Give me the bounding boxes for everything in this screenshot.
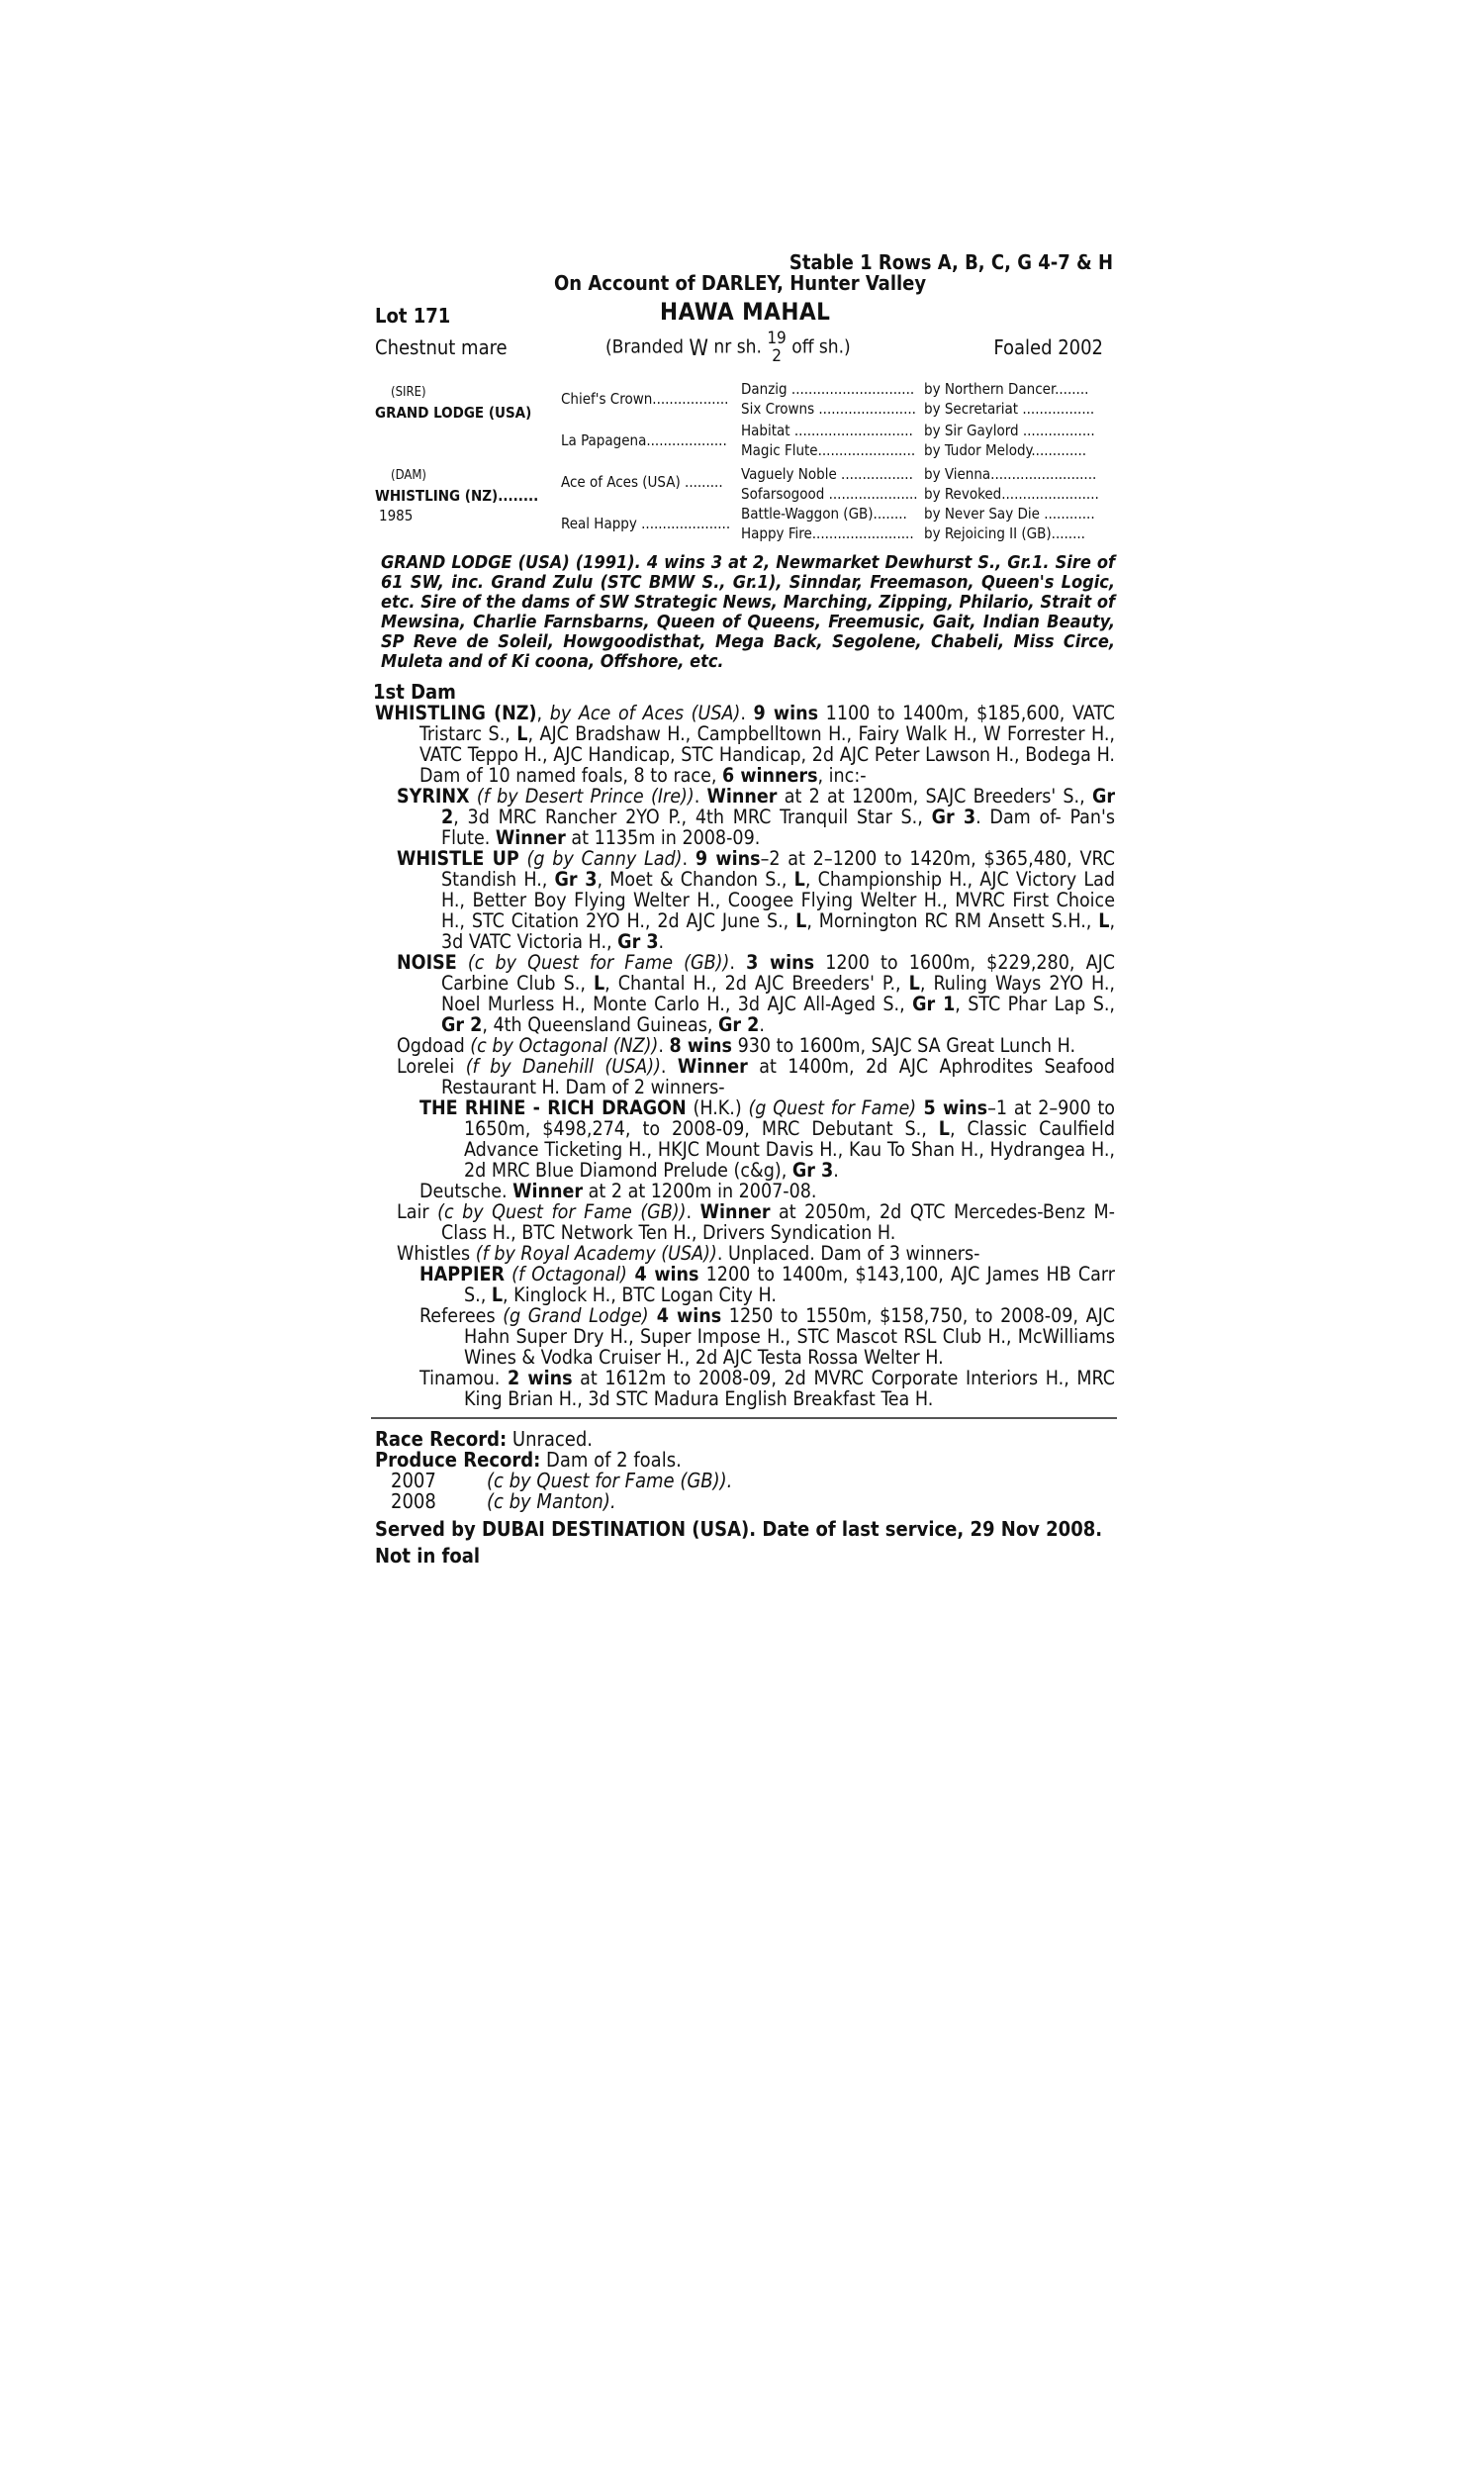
pedigree-gen4: by Rejoicing II (GB)........: [924, 524, 1085, 542]
sire-name: GRAND LODGE (USA): [375, 404, 532, 422]
dam-entry-text: at 1400m, 2d AJC Aphrodites Seafood Restaurant H. Dam of 2 winners-: [441, 1055, 1116, 1098]
dam-entry-text: WHISTLE UP: [397, 847, 519, 870]
dam-entry-text: Winner: [495, 826, 566, 849]
dam-entry: [373, 1243, 1115, 1264]
pedigree-gen4: by Sir Gaylord .................: [924, 422, 1095, 439]
brand-mark-icon: W: [689, 335, 708, 361]
produce-record: Produce Record: Dam of 2 foals.: [375, 1448, 682, 1472]
dam-entry-text: Gr 3: [791, 1159, 834, 1182]
foaled-year: Foaled 2002: [993, 335, 1103, 359]
pedigree-gen4: by Tudor Melody.............: [924, 441, 1087, 459]
pedigree-gen3: Danzig .............................: [741, 380, 915, 398]
first-dam-heading: 1st Dam: [373, 680, 456, 704]
pedigree-gen2: La Papagena...................: [561, 431, 727, 449]
dam-entry-text: (c by Quest for Fame (GB)): [428, 1200, 687, 1223]
dam-entry-text: (f Octagonal): [505, 1263, 627, 1285]
dam-entry-text: (f by Danehill (USA)): [454, 1055, 661, 1078]
dam-entry-text: at 1135m in 2008-09.: [565, 826, 761, 849]
horse-color-sex: Chestnut mare: [375, 335, 508, 359]
dam-entry-text: at 1612m to 2008-09, 2d MVRC Corporate Interiors H., MRC King Brian H., 3d STC Madura English Breakfast Tea H.: [464, 1367, 1116, 1410]
dam-entry-text: Gr 3: [617, 930, 659, 953]
dam-entry-text: (H.K.): [686, 1096, 749, 1119]
dam-entry-text: 8 wins: [669, 1034, 732, 1057]
pedigree-gen2: Chief's Crown..................: [561, 390, 729, 408]
pedigree-gen3: Vaguely Noble .................: [741, 465, 913, 483]
dam-entry-text: , Moet & Chandon S.,: [597, 868, 794, 891]
dam-entry-text: (c by Octagonal (NZ)): [464, 1034, 659, 1057]
dam-entry-text: Lair: [397, 1200, 429, 1223]
dam-name: WHISTLING (NZ)........: [375, 487, 539, 505]
dam-entry-text: , Championship H., AJC Victory Lad H., Better Boy Flying Welter H., Coogee Flying Welter H., MVRC First Choice H., STC Citation 2YO H., 2d AJC June S.,: [441, 868, 1116, 932]
dam-entry-text: L: [491, 1284, 504, 1306]
pedigree-gen2: Ace of Aces (USA) .........: [561, 473, 723, 491]
horse-name: HAWA MAHAL: [660, 298, 831, 326]
dam-entry-text: , Classic Caulfield Advance Ticketing H., HKJC Mount Davis H., Kau To Shan H., Hydrangea H., 2d MRC Blue Diamond Prelude (c&g),: [464, 1117, 1115, 1182]
dam-entry: [373, 952, 1115, 1035]
vendor-account: On Account of DARLEY, Hunter Valley: [554, 271, 927, 295]
race-record: Race Record: Unraced.: [375, 1427, 594, 1451]
dam-entry-text: Ogdoad: [397, 1034, 465, 1057]
dam-entry-text: (g Grand Lodge): [503, 1304, 649, 1327]
dam-entry-text: (f by Royal Academy (USA)): [470, 1242, 717, 1265]
divider: [371, 1417, 1117, 1419]
dam-entry-text: by Ace of Aces (USA): [542, 702, 741, 724]
dam-entry-text: L: [938, 1117, 950, 1140]
pedigree-gen3: Habitat ............................: [741, 422, 913, 439]
dam-entry-text: 9 wins: [695, 847, 761, 870]
dam-entry: [373, 786, 1115, 848]
dam-entry-text: Winner: [512, 1180, 584, 1202]
dam-entry-text: Winner: [706, 785, 778, 808]
pedigree-gen3: Happy Fire........................: [741, 524, 914, 542]
dam-entry-text: , STC Phar Lap S.,: [955, 993, 1115, 1015]
dam-entry-text: at 2 at 1200m, SAJC Breeders' S.,: [777, 785, 1092, 808]
dam-entry-text: at 2 at 1200m in 2007-08.: [583, 1180, 817, 1202]
service-note: Served by DUBAI DESTINATION (USA). Date of last service, 29 Nov 2008.: [375, 1517, 1103, 1541]
dam-entry-text: , Ruling Ways 2YO H., Noel Murless H., Monte Carlo H., 3d AJC All-Aged S.,: [441, 972, 1115, 1015]
dam-entry-text: 6 winners: [722, 764, 818, 787]
sire-label: (SIRE): [391, 385, 426, 400]
dam-entry-text: , 4th Queensland Guineas,: [482, 1013, 719, 1036]
dam-entry-text: 930 to 1600m, SAJC SA Great Lunch H.: [732, 1034, 1076, 1057]
dam-entry-text: .: [740, 702, 754, 724]
dam-entry-text: 5 wins: [916, 1096, 988, 1119]
dam-entry-text: SYRINX: [397, 785, 470, 808]
dam-entry-text: Gr 1: [912, 993, 956, 1015]
dam-entry-text: Gr 3: [931, 806, 976, 828]
dam-entry-text: 9 wins: [753, 702, 819, 724]
dam-entry-text: Gr 2: [441, 1013, 483, 1036]
dam-entry-text: .: [658, 930, 665, 953]
dam-entry-text: L: [793, 868, 805, 891]
dam-entry-text: Tinamou.: [419, 1367, 509, 1389]
dam-entry: [373, 703, 1115, 786]
dam-entries: [373, 703, 1115, 1409]
dam-entry-text: HAPPIER: [419, 1263, 505, 1285]
dam-entry-text: Deutsche.: [419, 1180, 513, 1202]
dam-entry-text: L: [795, 909, 807, 932]
pedigree-gen3: Magic Flute.......................: [741, 441, 916, 459]
dam-entry-text: Gr 2: [718, 1013, 760, 1036]
dam-entry-text: Gr 3: [554, 868, 598, 891]
pedigree-gen2: Real Happy .....................: [561, 515, 731, 532]
dam-entry-text: L: [1098, 909, 1110, 932]
dam-entry-text: NOISE: [397, 951, 457, 974]
pedigree-gen4: by Secretariat .................: [924, 400, 1095, 418]
dam-entry-text: L: [908, 972, 920, 995]
dam-entry: [373, 1368, 1115, 1409]
dam-entry-text: , 3d VATC Victoria H.,: [441, 909, 1116, 953]
catalogue-page: [373, 252, 1115, 1570]
dam-entry-text: WHISTLING (NZ): [375, 702, 537, 724]
dam-entry-text: (f by Desert Prince (Ire)): [469, 785, 695, 808]
dam-entry-text: .: [694, 785, 707, 808]
pedigree-gen3: Sofarsogood .....................: [741, 485, 918, 503]
dam-entry-text: L: [593, 972, 605, 995]
dam-entry: [373, 1264, 1115, 1305]
dam-entry-text: 1200 to 1400m, $143,100, AJC James HB Carr S.,: [464, 1263, 1115, 1306]
dam-entry-text: .: [759, 1013, 765, 1036]
dam-year: 1985: [379, 507, 414, 524]
pedigree-gen4: by Revoked.......................: [924, 485, 1099, 503]
brand-description: (Branded W nr sh. 19 2 off sh.): [605, 329, 851, 366]
dam-entry-text: .: [686, 1200, 700, 1223]
pedigree-gen4: by Never Say Die ............: [924, 505, 1095, 523]
dam-entry-text: , inc:-: [817, 764, 867, 787]
dam-entry: [373, 1097, 1115, 1181]
dam-entry-text: (g by Canny Lad): [518, 847, 683, 870]
dam-entry-text: , 3d MRC Rancher 2YO P., 4th MRC Tranquil Star S.,: [453, 806, 932, 828]
dam-entry-text: , Mornington RC RM Ansett S.H.,: [806, 909, 1099, 932]
dam-entry-text: .: [660, 1055, 678, 1078]
pedigree-gen4: by Vienna.........................: [924, 465, 1097, 483]
sire-summary: GRAND LODGE (USA) (1991). 4 wins 3 at 2, Newmarket Dewhurst S., Gr.1. Sire of 61 SW, inc. Grand Zulu (STC BMW S., Gr.1), Sinndar, Freemason, Queen's Logic, etc. Sire of the dams of SW Strategic News, Marching, Zipping, Philario, Strait of Mewsina, Charlie Farnsbarns, Queen of Queens, Freemusic, Gait, Indian Beauty, SP Reve de Soleil, Howgoodisthat, Mega Back, Segolene, Chabeli, Miss Circe, Muleta and of Ki coona, Offshore, etc.: [381, 552, 1115, 672]
dam-entry-text: Lorelei: [397, 1055, 455, 1078]
dam-entry-text: –1 at 2–900 to 1650m, $498,274, to 2008-09, MRC Debutant S.,: [464, 1096, 1115, 1140]
dam-entry-text: . Dam of- Pan's Flute.: [441, 806, 1115, 849]
dam-entry: [373, 1305, 1115, 1368]
dam-entry-text: .: [658, 1034, 670, 1057]
dam-entry-text: –2 at 2–1200 to 1420m, $365,480, VRC Standish H.,: [441, 847, 1115, 891]
dam-entry-text: 1250 to 1550m, $158,750, to 2008-09, AJC Hahn Super Dry H., Super Impose H., STC Mascot RSL Club H., McWilliams Wines & Vodka Cruiser H., 2d AJC Testa Rossa Welter H.: [464, 1304, 1115, 1369]
dam-entry: [373, 1201, 1115, 1243]
dam-entry: [373, 1056, 1115, 1097]
dam-entry-text: Gr 2: [441, 785, 1116, 828]
pedigree-gen4: by Northern Dancer........: [924, 380, 1089, 398]
lot-number: Lot 171: [375, 304, 451, 328]
produce-entry: 2008 (c by Manton).: [391, 1489, 616, 1513]
dam-entry-text: at 2050m, 2d QTC Mercedes-Benz M-Class H., BTC Network Ten H., Drivers Syndication H.: [441, 1200, 1115, 1244]
brand-fraction: 19 2: [767, 329, 787, 366]
dam-entry-text: (c by Quest for Fame (GB)): [456, 951, 730, 974]
pedigree-table: [373, 371, 1115, 542]
pedigree-gen3: Six Crowns .......................: [741, 400, 916, 418]
dam-entry-text: 1200 to 1600m, $229,280, AJC Carbine Club S.,: [441, 951, 1115, 995]
dam-entry-text: 4 wins: [626, 1263, 699, 1285]
dam-entry: [373, 848, 1115, 952]
dam-entry-text: .: [833, 1159, 839, 1182]
dam-entry-text: Winner: [699, 1200, 771, 1223]
dam-entry-text: ,: [536, 702, 543, 724]
dam-entry-text: , Kinglock H., BTC Logan City H.: [503, 1284, 777, 1306]
dam-entry-text: 4 wins: [648, 1304, 722, 1327]
dam-entry-text: Winner: [677, 1055, 748, 1078]
dam-entry-text: .: [682, 847, 696, 870]
dam-entry-text: .: [729, 951, 747, 974]
pedigree-gen3: Battle-Waggon (GB)........: [741, 505, 907, 523]
stable-location: Stable 1 Rows A, B, C, G 4-7 & H: [788, 250, 1113, 274]
dam-entry: [373, 1181, 1115, 1201]
dam-entry-text: 2 wins: [508, 1367, 573, 1389]
dam-entry-text: Whistles: [397, 1242, 471, 1265]
dam-entry-text: L: [516, 722, 528, 745]
dam-entry-text: 1100 to 1400m, $185,600, VATC Tristarc S.,: [419, 702, 1116, 745]
dam-label: (DAM): [391, 468, 426, 483]
produce-entry: 2007 (c by Quest for Fame (GB)).: [391, 1469, 733, 1492]
dam-entry-text: THE RHINE - RICH DRAGON: [419, 1096, 687, 1119]
lot-row: [373, 298, 1115, 330]
dam-entry-text: Referees: [419, 1304, 504, 1327]
dam-entry-text: , Chantal H., 2d AJC Breeders' P.,: [604, 972, 909, 995]
description-row: [373, 330, 1115, 369]
dam-entry-text: (g Quest for Fame): [748, 1096, 917, 1119]
dam-entry-text: , AJC Bradshaw H., Campbelltown H., Fairy Walk H., W Forrester H., VATC Teppo H., AJC Handicap, STC Handicap, 2d AJC Peter Lawson H., Bodega H. Dam of 10 named foals, 8 to race,: [419, 722, 1115, 787]
dam-entry-text: . Unplaced. Dam of 3 winners-: [716, 1242, 980, 1265]
dam-entry: [373, 1035, 1115, 1056]
dam-entry-text: 3 wins: [746, 951, 815, 974]
foal-status: Not in foal: [375, 1544, 481, 1568]
